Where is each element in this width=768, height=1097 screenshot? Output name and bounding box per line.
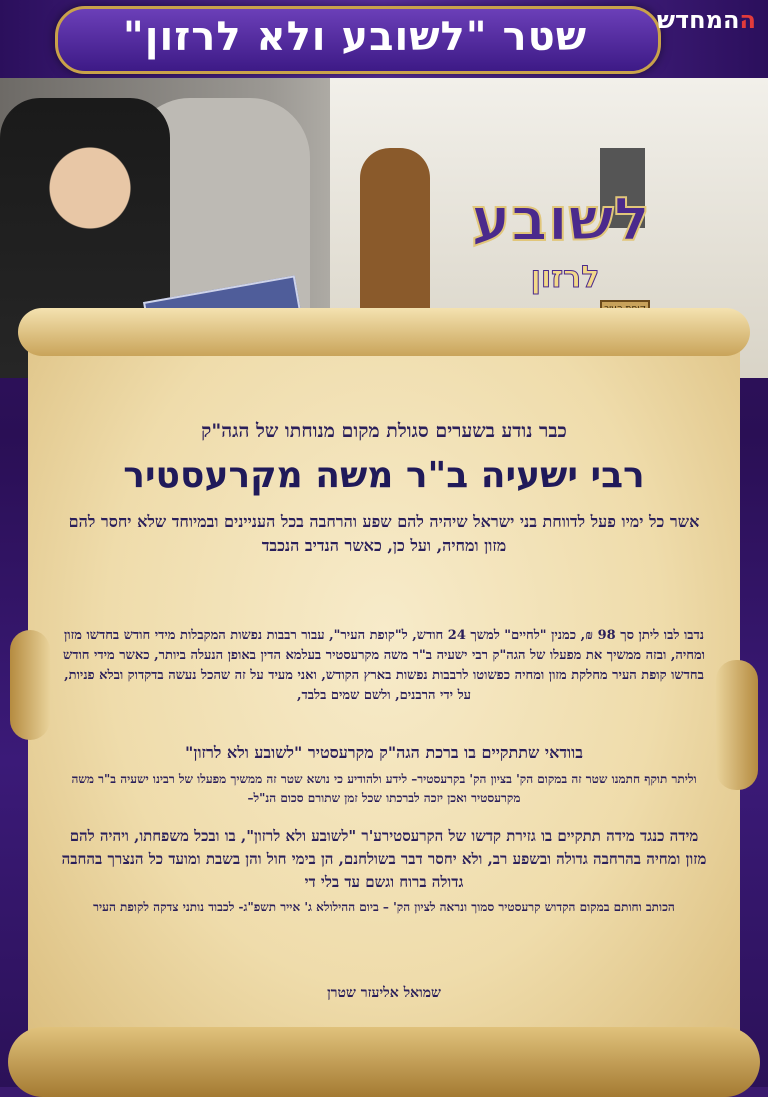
parchment-scroll <box>28 330 740 1087</box>
blessing-heading: בוודאי שתתקיים בו ברכת הגה"ק מקרעסטיר "לשובע ולא לרזון" <box>185 743 583 762</box>
rabbi-name: רבי ישעיה ב"ר משה מקרעסטיר <box>123 455 645 496</box>
description: אשר כל ימיו פעל לדווחת בני ישראל שיהיה להם שפע והרחבה בכל העניינים ובמיוחד שלא יחסר להם מזון ומחיה, ועל כן, כאשר הנדיב הנכבד <box>68 512 700 555</box>
page-title: שטר "לשובע ולא לרזון" <box>122 14 588 60</box>
blessing-paragraph: מידה כנגד מידה תתקיים בו גזירת קדשו של הקרעסטירע'ר "לשובע ולא לרזון", בו ובכל משפחתו, ויהיה להם מזון ומחיה בהרחבה גדולה ובשפע רב, ולא יחסר דבר בשולחנם, הן בימי חול והן בשבת ומועד כל הנצרך בהחבה גדולה ברוח וגשם עד בלי די <box>61 827 707 891</box>
scroll-left-curl <box>10 630 50 740</box>
logo-accent: ה <box>739 6 756 34</box>
brand-logo <box>657 6 756 34</box>
donation-body: נדבו לבו ליתן סך 98 ₪, כמנין "לחיים" למשך 24 חודש, ל"קופת העיר", עבור רבבות נפשות המקבלות מידי חודש בחדשו מזון ומחיה, ובזה ממשיך את מפעלו של הגה"ק רבי ישעיה ב"ר משה מקרעסטיר בעלמא הדין באופן הנעלה ביותר, כאשר מידי חודש בחדשו קופת העיר מחלקת מזון ומחיה כפשוטו לרבבות נפשות בארץ הקודש, ואני מעיד על זה שהכל נעשה בדקדוק ובלא פניות, על ידי הרבנים, ולשם שמים בלבד, <box>62 628 706 703</box>
scroll-top-roll <box>18 308 750 356</box>
scroll-right-curl <box>716 660 758 790</box>
intro-line: כבר נודע בשערים סגולת מקום מנוחתו של הגה"ק <box>201 420 567 442</box>
logo-text: המחדש <box>656 6 740 34</box>
badge-main: לשובע <box>471 185 650 255</box>
badge-sub: לרזון <box>530 260 600 295</box>
door <box>360 148 430 318</box>
signing-paragraph: הכותב וחותם במקום הקדוש קרעסטיר סמוך ונראה לציון הק' – ביום ההילולא ג' אייר תשפ"ג- לכבוד נותני צדקה לקופת העיר <box>93 900 675 914</box>
signature: שמואל אליעזר שטרן <box>327 985 441 1001</box>
certification-paragraph: וליתר תוקף חתמנו שטר זה במקום הק' בציון הק' בקרעסטיר– לידע ולהודיע כי נושא שטר זה ממשיך מפעלו של רבינו ישעיה ב"ר משה מקרעסטיר ואכן יזכה לברכתו שכל זמן שתורם סכום הנ"ל– <box>71 772 697 805</box>
